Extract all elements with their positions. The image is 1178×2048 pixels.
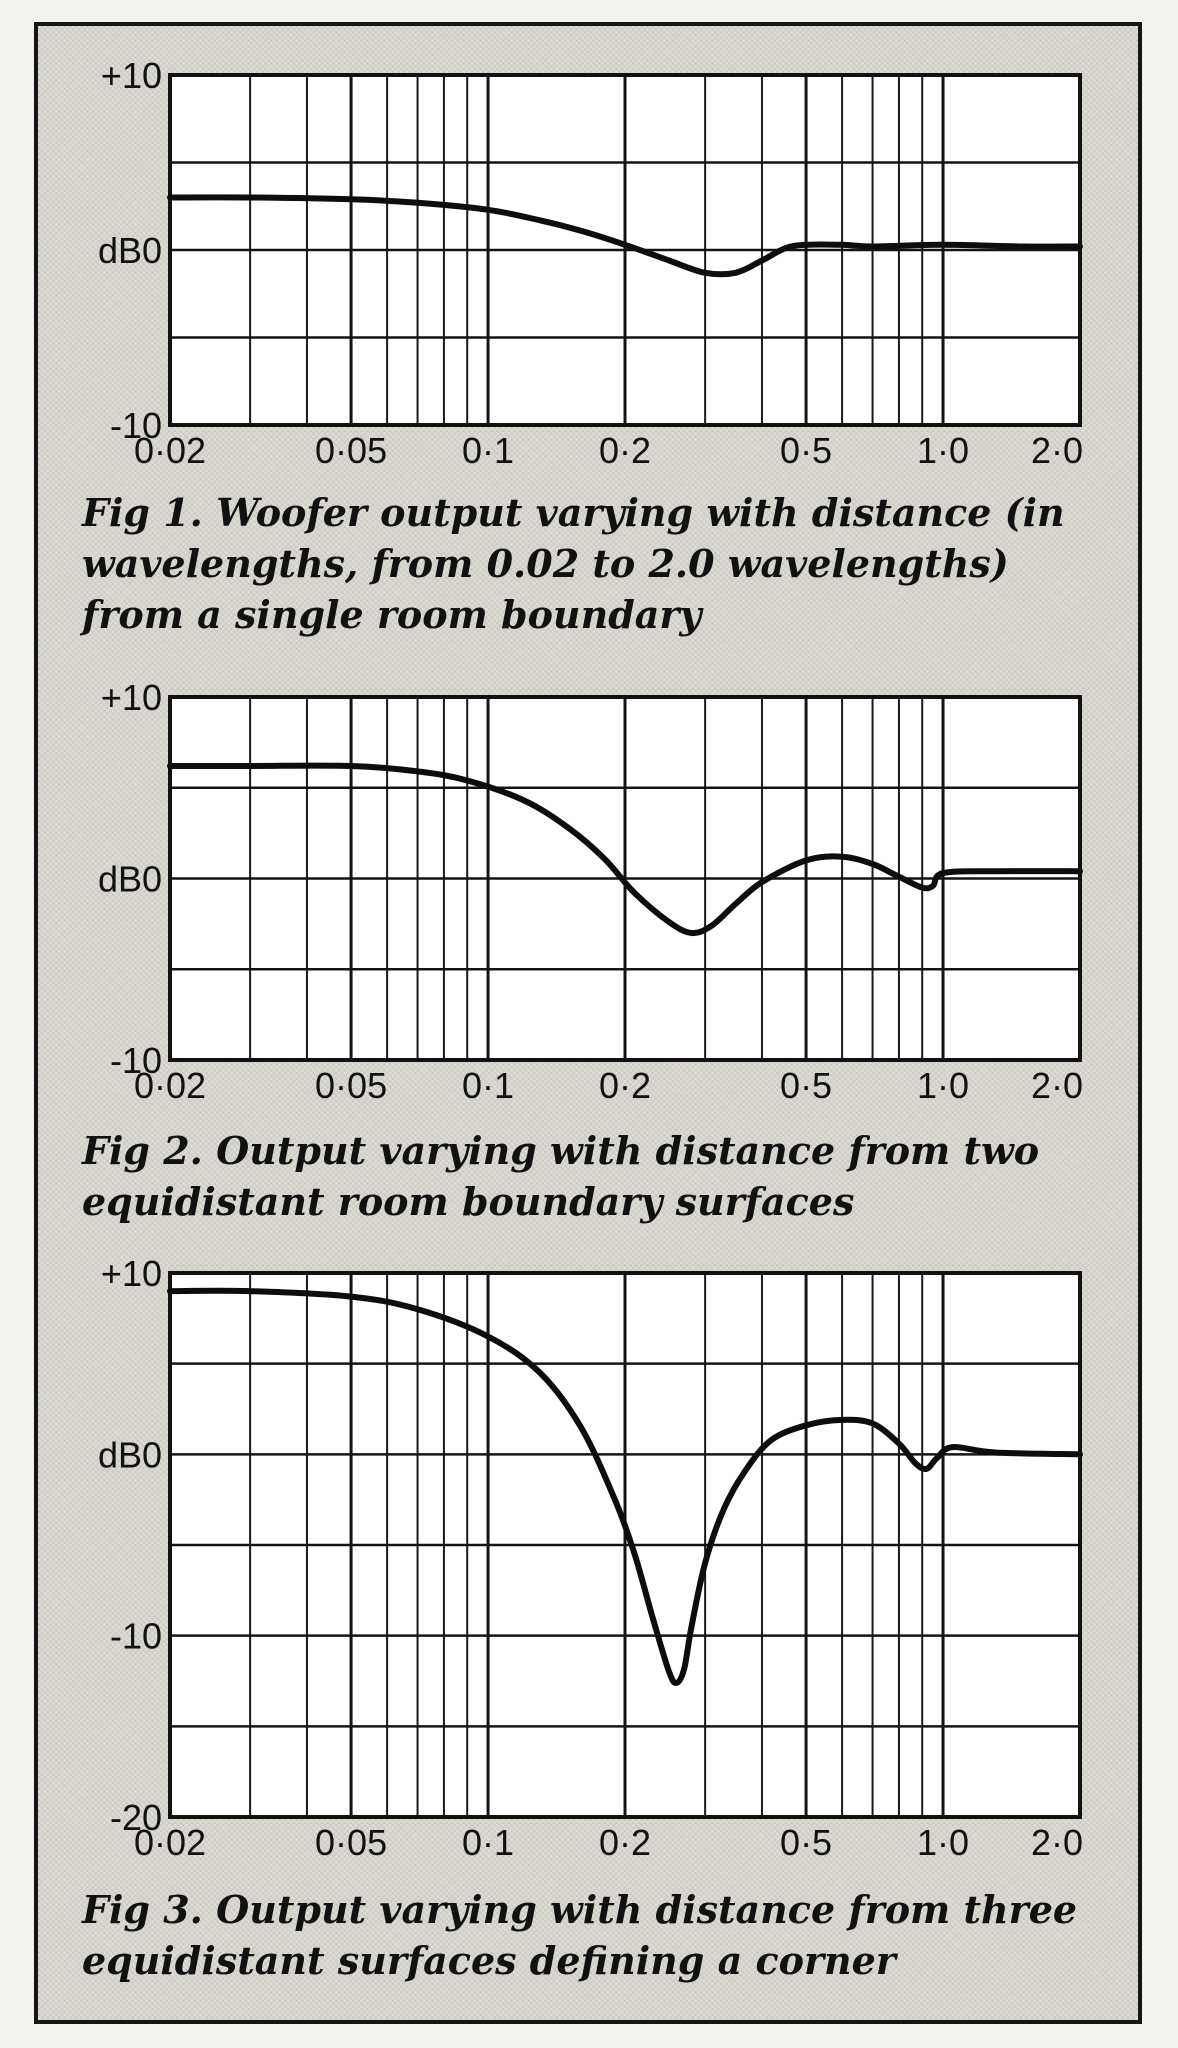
chart-3-data-point <box>723 1507 726 1510</box>
chart-2-data-point <box>897 875 900 878</box>
chart-2-xtick-label: 0·02 <box>133 1065 207 1106</box>
chart-3-data-point <box>350 1295 353 1298</box>
chart-1-data-point <box>1022 245 1025 248</box>
chart-2-data-point <box>603 857 606 860</box>
chart-1-data-point <box>761 259 764 262</box>
chart-3-ytick-label: +10 <box>100 1253 162 1294</box>
chart-2-data-point <box>416 770 419 773</box>
chart-2-data-point <box>690 932 693 935</box>
chart-3-data-point <box>675 1681 678 1684</box>
chart-2-data-point <box>993 870 996 873</box>
chart-3-data-point <box>704 1562 707 1565</box>
chart-3-data-point <box>690 1625 693 1628</box>
chart-2-data-point <box>466 779 469 782</box>
caption-fig-2 <box>82 1125 1102 1227</box>
chart-1-data-point <box>784 247 787 250</box>
chart-1-xtick-label: 0·2 <box>598 430 652 471</box>
chart-2-data-point <box>761 881 764 884</box>
chart-2-ytick-label: +10 <box>100 677 162 718</box>
chart-3-data-point <box>914 1462 917 1465</box>
chart-1-data-point <box>805 243 808 246</box>
chart-3-ytick-label: -10 <box>109 1615 162 1657</box>
chart-1-ytick-label: -10 <box>109 405 162 446</box>
caption-fig-3-line-1: Fig 3. Output varying with distance from three <box>82 1887 1078 1932</box>
chart-2 <box>98 677 1083 1106</box>
chart-3-data-point <box>633 1553 636 1556</box>
chart-2-data-point <box>710 924 713 927</box>
chart-1-data-point <box>704 271 707 274</box>
chart-3-data-point <box>897 1442 900 1445</box>
chart-2-ytick-label: -10 <box>109 1040 162 1081</box>
chart-2-xtick-label: 1·0 <box>917 1065 970 1106</box>
chart-3-data-point <box>683 1667 686 1670</box>
chart-3-ytick-label: dB0 <box>97 1434 162 1476</box>
chart-3-xtick-label: 2·0 <box>1030 1822 1083 1863</box>
chart-1 <box>98 55 1083 471</box>
chart-2-data-point <box>633 892 636 895</box>
chart-3-data-point <box>579 1426 582 1429</box>
caption-fig-1-line-1: Fig 1. Woofer output varying with distance (in <box>82 490 1065 535</box>
chart-2-data-point <box>523 799 526 802</box>
caption-fig-1 <box>82 487 1102 640</box>
chart-3-data-point <box>745 1467 748 1470</box>
chart-2-data-point <box>567 826 570 829</box>
chart-3-data-point <box>805 1424 808 1427</box>
chart-1-xtick-label: 0·5 <box>780 430 833 471</box>
chart-1-data-point <box>416 201 419 204</box>
chart-2-ytick-label: dB0 <box>97 858 162 900</box>
chart-3-data-point <box>951 1446 954 1449</box>
chart-3-data-point <box>651 1616 654 1619</box>
chart-1-data-point <box>350 198 353 201</box>
chart-1-data-point <box>1079 245 1082 248</box>
chart-3-data-point <box>249 1290 252 1293</box>
chart-2-data-point <box>169 765 172 768</box>
chart-1-xtick-label: 0·05 <box>315 430 388 471</box>
chart-1-xtick-label: 1·0 <box>917 430 970 471</box>
chart-2-data-point <box>841 855 844 858</box>
chart-3-xtick-label: 0·05 <box>315 1822 388 1863</box>
chart-3-xtick-label: 1·0 <box>917 1822 970 1863</box>
chart-1-data-point <box>579 229 582 232</box>
chart-1-data-point <box>841 243 844 246</box>
chart-3-data-point <box>770 1438 773 1441</box>
chart-3-data-point <box>538 1371 541 1374</box>
chart-2-data-point <box>942 872 945 875</box>
chart-3-xtick-label: 0·2 <box>598 1822 652 1863</box>
chart-2-data-point <box>921 886 924 889</box>
chart-2-data-point <box>249 765 252 768</box>
chart-3-data-point <box>936 1457 939 1460</box>
chart-3-data-point <box>1079 1453 1082 1456</box>
chart-2-data-point <box>871 863 874 866</box>
chart-1-ytick-label: +10 <box>100 55 162 96</box>
chart-2-xtick-label: 0·1 <box>462 1065 515 1106</box>
chart-3 <box>98 1253 1083 1863</box>
chart-1-xtick-label: 2·0 <box>1030 430 1083 471</box>
chart-1-data-point <box>169 196 172 199</box>
chart-3-data-point <box>416 1308 419 1311</box>
caption-fig-3-line-2: equidistant surfaces defining a corner <box>82 1938 896 1983</box>
chart-1-data-point <box>942 243 945 246</box>
chart-2-data-point <box>350 765 353 768</box>
chart-2-data-point <box>805 859 808 862</box>
chart-2-xtick-label: 0·05 <box>315 1065 388 1106</box>
caption-fig-2-line-2: equidistant room boundary surfaces <box>82 1179 855 1224</box>
chart-3-data-point <box>613 1498 616 1501</box>
chart-1-data-point <box>624 243 627 246</box>
chart-3-xtick-label: 0·5 <box>780 1822 833 1863</box>
chart-1-data-point <box>668 259 671 262</box>
chart-2-data-point <box>668 921 671 924</box>
chart-2-xtick-label: 2·0 <box>1030 1065 1083 1106</box>
chart-3-data-point <box>841 1418 844 1421</box>
chart-2-data-point <box>931 884 934 887</box>
chart-1-data-point <box>871 245 874 248</box>
chart-1-data-point <box>538 219 541 222</box>
chart-3-xtick-label: 0·1 <box>462 1822 515 1863</box>
chart-3-data-point <box>668 1670 671 1673</box>
chart-2-xtick-label: 0·5 <box>780 1065 833 1106</box>
chart-2-data-point <box>1079 870 1082 873</box>
caption-fig-1-line-2: wavelengths, from 0.02 to 2.0 wavelengths) <box>82 541 1009 586</box>
chart-1-xtick-label: 0·02 <box>133 430 207 471</box>
chart-1-ytick-label: dB0 <box>97 230 162 271</box>
chart-1-data-point <box>734 271 737 274</box>
chart-2-xtick-label: 0·2 <box>598 1065 652 1106</box>
chart-1-data-point <box>487 208 490 211</box>
caption-fig-3 <box>82 1884 1102 1986</box>
caption-fig-2-line-1: Fig 2. Output varying with distance from two <box>82 1128 1040 1173</box>
chart-3-data-point <box>169 1290 172 1293</box>
chart-1-data-point <box>249 196 252 199</box>
chart-3-ytick-label: -20 <box>109 1797 162 1838</box>
chart-3-data-point <box>925 1467 928 1470</box>
chart-3-xtick-label: 0·02 <box>133 1822 207 1863</box>
chart-3-data-point <box>993 1451 996 1454</box>
caption-fig-1-line-3: from a single room boundary <box>82 592 702 637</box>
chart-3-data-point <box>871 1422 874 1425</box>
chart-2-data-point <box>734 902 737 905</box>
chart-1-xtick-label: 0·1 <box>462 430 515 471</box>
chart-3-data-point <box>487 1335 490 1338</box>
